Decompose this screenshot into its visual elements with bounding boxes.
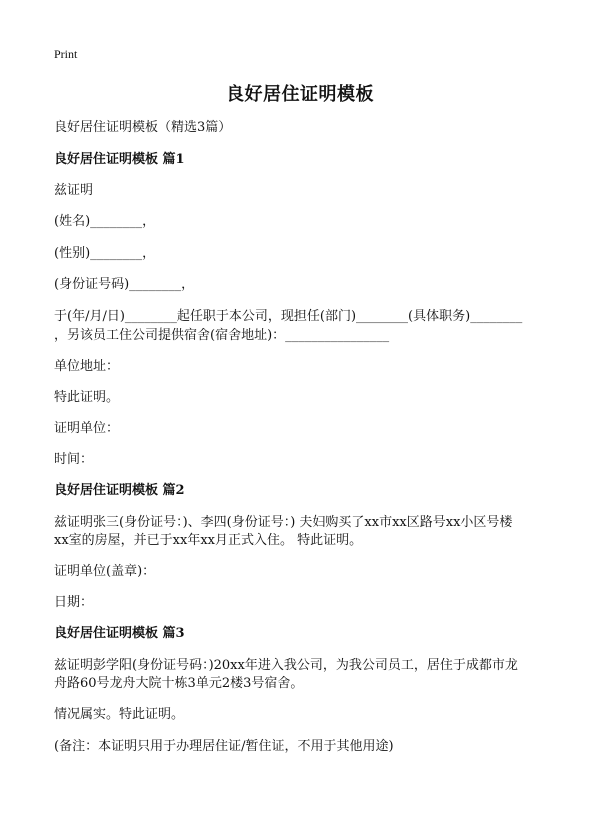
section3-line1b: 舟路60号龙舟大院十栋3单元2楼3号宿舍。	[54, 676, 304, 691]
section1-line6: 单位地址：	[54, 359, 120, 374]
section2-line3: 日期：	[54, 595, 94, 610]
page-title: 良好居住证明模板	[226, 84, 374, 105]
section3-line1a: 兹证明彭学阳(身份证号码：)20xx年进入我公司，为我公司员工，居住于成都市龙	[54, 658, 518, 673]
section2-line2: 证明单位(盖章)：	[54, 564, 156, 579]
print-link[interactable]: Print	[54, 47, 78, 61]
section1-line9: 时间：	[54, 452, 94, 467]
section3-line2: 情况属实。特此证明。	[54, 707, 185, 722]
section1-heading: 良好居住证明模板 篇1	[54, 152, 185, 167]
section3-heading: 良好居住证明模板 篇3	[54, 626, 185, 641]
section2-line1b: xx室的房屋，并已于xx年xx月正式入住。 特此证明。	[54, 533, 363, 548]
section2-line1a: 兹证明张三(身份证号：)、李四(身份证号：) 夫妇购买了xx市xx区路号xx小区号楼	[54, 515, 513, 530]
document-subtitle: 良好居住证明模板（精选3篇）	[54, 120, 232, 135]
section1-line1: 兹证明	[54, 183, 94, 198]
section1-line2: (姓名)________，	[54, 214, 156, 229]
section1-line3: (性别)________，	[54, 246, 156, 261]
section3-line3: (备注：本证明只用于办理居住证/暂住证，不用于其他用途)	[54, 739, 394, 754]
section2-heading: 良好居住证明模板 篇2	[54, 483, 185, 498]
section1-line7: 特此证明。	[54, 390, 120, 405]
section1-line8: 证明单位：	[54, 421, 120, 436]
section1-line5b: ，另该员工住公司提供宿舍(宿舍地址)：________________	[54, 328, 390, 343]
section1-line4: (身份证号码)________，	[54, 277, 195, 292]
section1-line5a: 于(年/月/日)________起任职于本公司，现担任(部门)________(具体职务)________	[54, 309, 523, 324]
